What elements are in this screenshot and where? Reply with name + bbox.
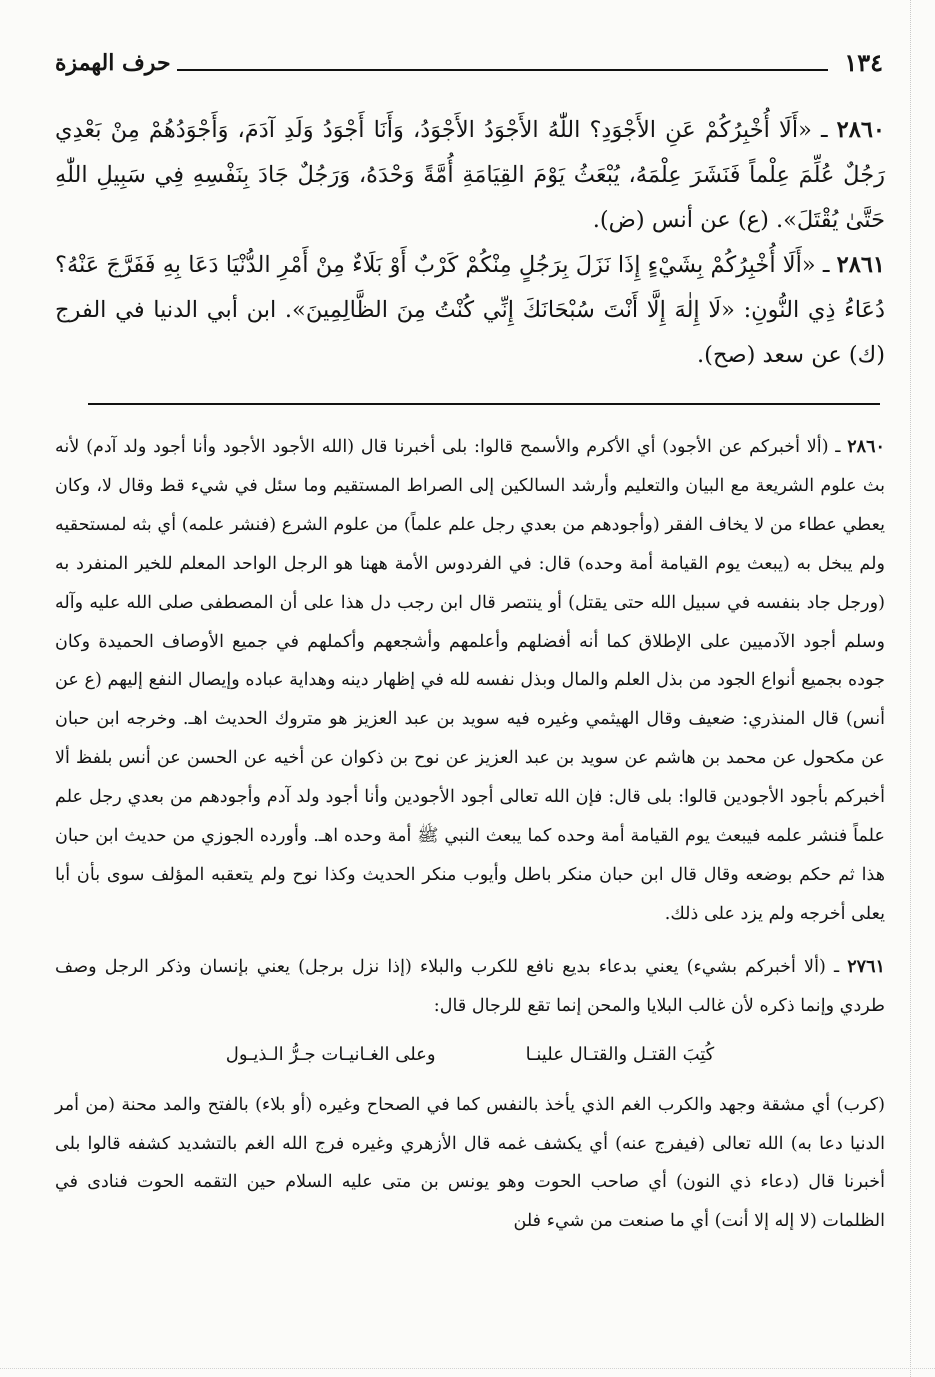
hadith-number: ٢٨٦٠ bbox=[836, 117, 885, 143]
scan-bottom-mark bbox=[0, 1368, 935, 1369]
commentary-text: (ألا أخبركم عن الأجود) أي الأكرم والأسمح قالوا: بلى أخبرنا قال (الله الأجود الأجود وأنا أجود ولد آدم) لأنه بث علوم الشريعة مع البيان والتعليم وأرشد السالكين إلى الصراط المستقيم وما سئل في شيء قط وقال لا، وكان يعطي عطاء من لا يخاف الفقر (وأجودهم من بعدي رجل علم علماً) من علوم الشرع (فنشر علمه) أي بثه لمستحقيه ولم يبخل به (يبعث يوم القيامة أمة وحده) قال: في الفردوس الأمة ههنا هو الرجل الواحد المعلم للخير المنفرد به (ورجل جاد بنفسه في سبيل الله حتى يقتل) أو ينتصر قال ابن رجب دل هذا على أن المصطفى صلى الله عليه وآله وسلم أجود الآدميين على الإطلاق كما أنه أفضلهم وأعلمهم وأشجعهم وأكملهم في جميع الأوصاف الحميدة وكان جوده بجميع أنواع الجود من بذل العلم والمال وبذل نفسه لله في إظهار دينه وهداية عباده وإيصال النفع إليهم (ع عن أنس) قال المنذري: ضعيف وقال الهيثمي وغيره فيه سويد بن عبد العزيز هو متروك الحديث اهـ. وخرجه ابن حبان عن مكحول عن محمد بن هاشم عن سويد بن عبد العزيز عن نوح بن ذكوان عن أخيه عن الحسن عن أنس بلفظ ألا أخبركم بأجود الأجودين قالوا: بلى قال: فإن الله تعالى أجود الأجودين وأنا أجود ولد آدم وأجودهم من بعدي رجل علم علماً فنشر علمه فيبعث يوم القيامة أمة وحده كما يبعث النبي ﷺ أمة وحده اهـ. وأورده الجوزي من حديث ابن حبان هذا ثم حكم بوضعه وقال قال ابن حبان منكر باطل وأيوب منكر الحديث وكذا نوح ولم يتعقبه المؤلف سوى بأن أبا يعلى أخرجه ولم يزد على ذلك. bbox=[55, 437, 885, 924]
hadith-text-block bbox=[55, 108, 885, 378]
header-rule bbox=[177, 69, 829, 71]
poem-hemistich-left: وعلى الغـانيـات جـرُّ الـذيـول bbox=[225, 1043, 436, 1065]
commentary-text: (ألا أخبركم بشيء) يعني بدعاء بديع نافع للكرب والبلاء (إذا نزل برجل) يعني بإنسان وذكر الرجل وصف طردي وإنما ذكره لأن غالب البلايا والمحن إنما تقع للرجال قال: bbox=[55, 956, 885, 1016]
commentary-continuation: (كرب) أي مشقة وجهد والكرب الغم الذي يأخذ بالنفس كما في الصحاح وغيره (أو بلاء) بالفتح والمد محنة (من أمر الدنيا دعا به) الله تعالى (فيفرج عنه) أي يكشف غمه قال الأزهري وغيره فرج الله الغم بالتشديد كشفه قالوا بلى أخبرنا قال (دعاء ذي النون) أي صاحب الحوت وهو يونس بن متى عليه السلام حين التقمه الحوت فنادى في الظلمات (لا إله إلا أنت) أي ما صنعت من شيء فلن bbox=[55, 1094, 885, 1232]
chapter-title: حرف الهمزة bbox=[55, 50, 171, 76]
commentary-entry: ٢٧٦١ ـ (ألا أخبركم بشيء) يعني بدعاء بديع نافع للكرب والبلاء (إذا نزل برجل) يعني بإنسان وذكر الرجل وصف طردي وإنما ذكره لأن غالب البلايا والمحن إنما تقع للرجال قال: bbox=[55, 955, 885, 1016]
hadith-number: ٢٨٦١ bbox=[836, 252, 885, 278]
poem-verse bbox=[55, 1038, 885, 1072]
commentary-number: ٢٧٦١ bbox=[847, 955, 885, 977]
commentary-entry: ٢٨٦٠ ـ (ألا أخبركم عن الأجود) أي الأكرم والأسمح قالوا: بلى أخبرنا قال (الله الأجود الأجود وأنا أجود ولد آدم) لأنه بث علوم الشريعة مع البيان والتعليم وأرشد السالكين إلى الصراط المستقيم وما سئل في شيء قط وقال لا، وكان يعطي عطاء من لا يخاف الفقر (وأجودهم من بعدي رجل علم علماً) من علوم الشرع (فنشر علمه) أي بثه لمستحقيه ولم يبخل به (يبعث يوم القيامة أمة وحده) قال: في الفردوس الأمة ههنا هو الرجل الواحد المعلم للخير المنفرد به (ورجل جاد بنفسه في سبيل الله حتى يقتل) أو ينتصر قال ابن رجب دل هذا على أن المصطفى صلى الله عليه وآله وسلم أجود الآدميين على الإطلاق كما أنه أفضلهم وأعلمهم وأشجعهم وأكملهم في جميع الأوصاف الحميدة وكان جوده بجميع أنواع الجود من بذل العلم والمال وبذل نفسه لله في إظهار دينه وهداية عباده وإيصال النفع إليهم (ع عن أنس) قال المنذري: ضعيف وقال الهيثمي وغيره فيه سويد بن عبد العزيز هو متروك الحديث اهـ. وخرجه ابن حبان عن مكحول عن محمد بن هاشم عن سويد بن عبد العزيز عن نوح بن ذكوان عن أخيه عن الحسن عن أنس بلفظ ألا أخبركم بأجود الأجودين قالوا: بلى قال: فإن الله تعالى أجود الأجودين وأنا أجود ولد آدم وأجودهم من بعدي رجل علم علماً فنشر علمه فيبعث يوم القيامة أمة وحده كما يبعث النبي ﷺ أمة وحده اهـ. وأورده الجوزي من حديث ابن حبان هذا ثم حكم بوضعه وقال قال ابن حبان منكر باطل وأيوب منكر الحديث وكذا نوح ولم يتعقبه المؤلف سوى بأن أبا يعلى أخرجه ولم يزد على ذلك. bbox=[55, 436, 885, 924]
page-number: ١٣٤ bbox=[844, 48, 883, 77]
poem-hemistich-right: كُتِبَ القتـل والقتـال علينـا bbox=[525, 1043, 715, 1065]
hadith-entry: ٢٨٦٠ ـ «أَلَا أُخْبِرُكُمْ عَنِ الأَجْوَدِ؟ اللّٰهُ الأَجْوَدُ الأَجْوَدُ، وَأَنَا أَجْوَدُ وَلَدِ آدَمَ، وَأَجْوَدُهُمْ مِنْ بَعْدِي رَجُلٌ عُلِّمَ عِلْماً فَنَشَرَ عِلْمَهُ، يُبْعَثُ يَوْمَ القِيَامَةِ أُمَّةً وَحْدَهُ، وَرَجُلٌ جَادَ بِنَفْسِهِ فِي سَبِيلِ اللّٰهِ حَتَّىٰ يُقْتَلَ». (ع) عن أنس (ض). bbox=[55, 117, 885, 233]
hadith-text: «أَلَا أُخْبِرُكُمْ بِشَيْءٍ إِذَا نَزَلَ بِرَجُلٍ مِنْكُمْ كَرْبٌ أَوْ بَلَاءٌ مِنْ أَمْرِ الدُّنْيَا دَعَا بِهِ فَفَرَّجَ عَنْهُ؟ دُعَاءُ ذِي النُّونِ: «لَا إِلٰهَ إِلَّا أَنْتَ سُبْحَانَكَ إِنِّي كُنْتُ مِنَ الظَّالِمِينَ». ابن أبي الدنيا في الفرج (ك) عن سعد (صح). bbox=[55, 252, 885, 368]
hadith-entry: ٢٨٦١ ـ «أَلَا أُخْبِرُكُمْ بِشَيْءٍ إِذَا نَزَلَ بِرَجُلٍ مِنْكُمْ كَرْبٌ أَوْ بَلَاءٌ مِنْ أَمْرِ الدُّنْيَا دَعَا بِهِ فَفَرَّجَ عَنْهُ؟ دُعَاءُ ذِي النُّونِ: «لَا إِلٰهَ إِلَّا أَنْتَ سُبْحَانَكَ إِنِّي كُنْتُ مِنَ الظَّالِمِينَ». ابن أبي الدنيا في الفرج (ك) عن سعد (صح). bbox=[55, 252, 885, 368]
hadith-text: «أَلَا أُخْبِرُكُمْ عَنِ الأَجْوَدِ؟ اللّٰهُ الأَجْوَدُ الأَجْوَدُ، وَأَنَا أَجْوَدُ وَلَدِ آدَمَ، وَأَجْوَدُهُمْ مِنْ بَعْدِي رَجُلٌ عُلِّمَ عِلْماً فَنَشَرَ عِلْمَهُ، يُبْعَثُ يَوْمَ القِيَامَةِ أُمَّةً وَحْدَهُ، وَرَجُلٌ جَادَ بِنَفْسِهِ فِي سَبِيلِ اللّٰهِ حَتَّىٰ يُقْتَلَ». (ع) عن أنس (ض). bbox=[55, 117, 885, 233]
commentary-number: ٢٨٦٠ bbox=[847, 436, 885, 457]
scan-edge-mark bbox=[910, 0, 921, 1377]
commentary-block bbox=[55, 428, 885, 1241]
page-header bbox=[55, 40, 883, 80]
section-divider bbox=[88, 403, 880, 405]
